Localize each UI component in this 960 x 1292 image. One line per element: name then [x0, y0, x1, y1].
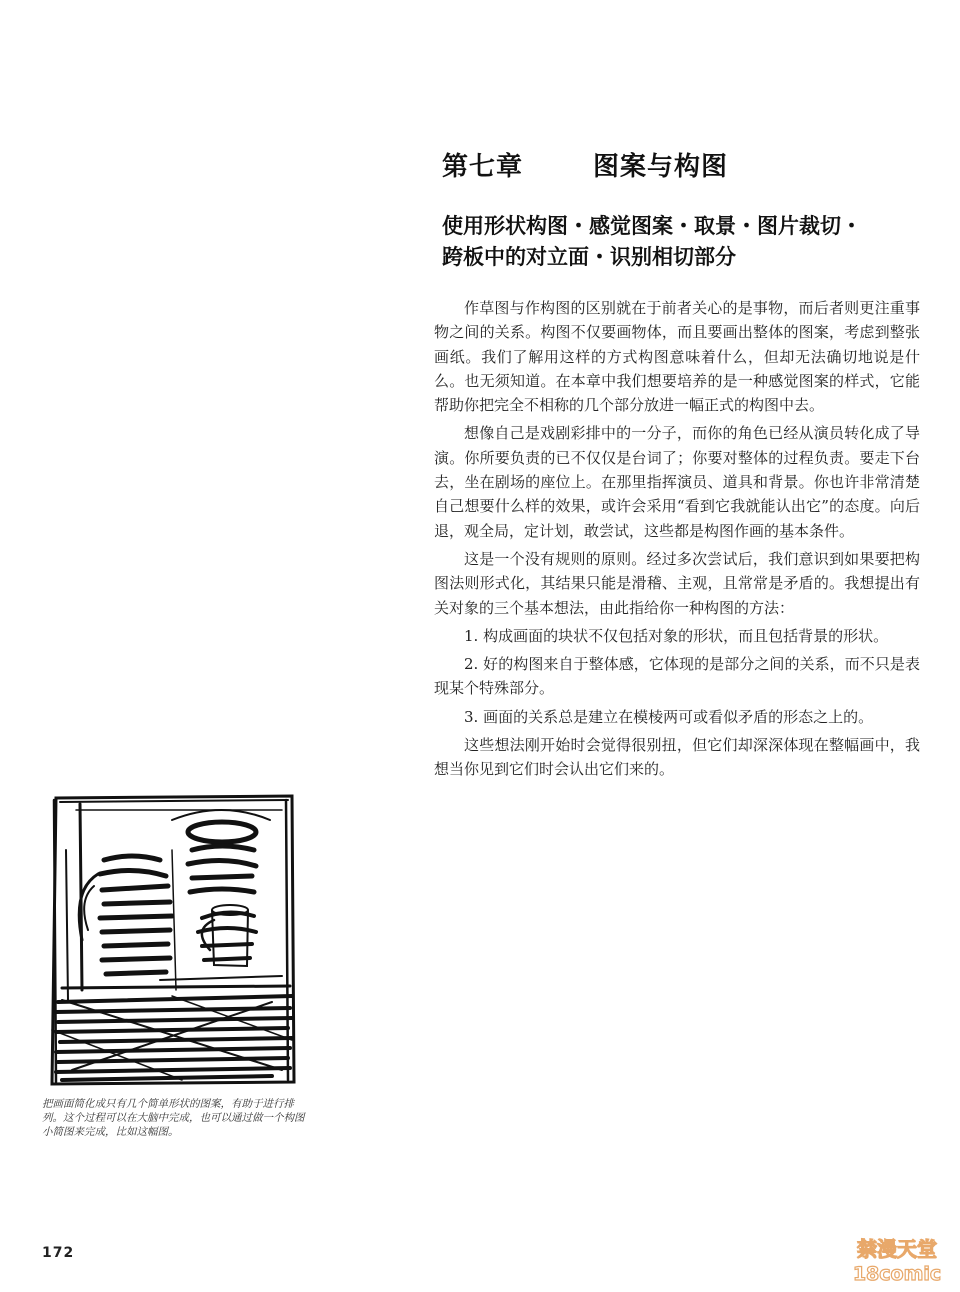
chapter-title: 图案与构图 — [593, 152, 729, 182]
paragraph-1: 作草图与作构图的区别就在于前者关心的是事物，而后者则更注重事物之间的关系。构图不仅要画物体，而且要画出整体的图案，考虑到整张画纸。我们了解用这样的方式构图意味着什么，但却无法确切地说是什么。也无须知道。在本章中我们想要培养的是一种感觉图案的样式，它能帮助你把完全不相称的几个部分放进一幅正式的构图中去。 — [434, 299, 920, 415]
figure-caption: 把画面简化成只有几个简单形状的图案，有助于进行排列。这个过程可以在大脑中完成，也可以通过做一个构图小简图来完成，比如这幅图。 — [42, 1098, 305, 1138]
list-item: 1. 构成画面的块状不仅包括对象的形状，而且包括背景的形状。 — [464, 626, 889, 645]
closing-paragraph: 这些想法刚开始时会觉得很别扭，但它们却深深体现在整幅画中，我想当你见到它们时会认出它们来的。 — [434, 736, 920, 779]
list-item: 3. 画面的关系总是建立在模棱两可或看似矛盾的形态之上的。 — [464, 707, 874, 726]
page-number: 172 — [42, 1245, 75, 1261]
paragraph-2: 想像自己是戏剧彩排中的一分子，而你的角色已经从演员转化成了导演。你所要负责的已不仅仅是台词了；你要对整体的过程负责。要走下台去，坐在剧场的座位上。在那里指挥演员、道具和背景。你也许非常清楚自己想要什么样的效果，或许会采用“看到它我就能认出它”的态度。向后退，观全局，定计划，敢尝试，这些都是构图作画的基本条件。 — [434, 424, 920, 540]
subtitle-line-1: 使用形状构图・感觉图案・取景・图片裁切・ — [442, 214, 862, 238]
chapter-number: 第七章 — [442, 152, 524, 182]
body-text — [434, 296, 920, 786]
watermark-logo — [842, 1232, 952, 1288]
composition-sketch-image — [42, 790, 300, 1090]
watermark-line-1: 禁漫天堂 — [857, 1237, 937, 1261]
paragraph-3: 这是一个没有规则的原则。经过多次尝试后，我们意识到如果要把构图法则形式化，其结果只能是滑稽、主观，且常常是矛盾的。我想提出有关对象的三个基本想法，由此指给你一种构图的方法： — [434, 549, 920, 617]
chapter-subtitle — [442, 211, 932, 273]
watermark-line-2: 18comic — [852, 1263, 942, 1285]
subtitle-line-2: 跨板中的对立面・识别相切部分 — [442, 245, 736, 269]
chapter-heading — [442, 146, 922, 183]
list-item: 2. 好的构图来自于整体感，它体现的是部分之间的关系，而不只是表现某个特殊部分。 — [434, 655, 920, 698]
